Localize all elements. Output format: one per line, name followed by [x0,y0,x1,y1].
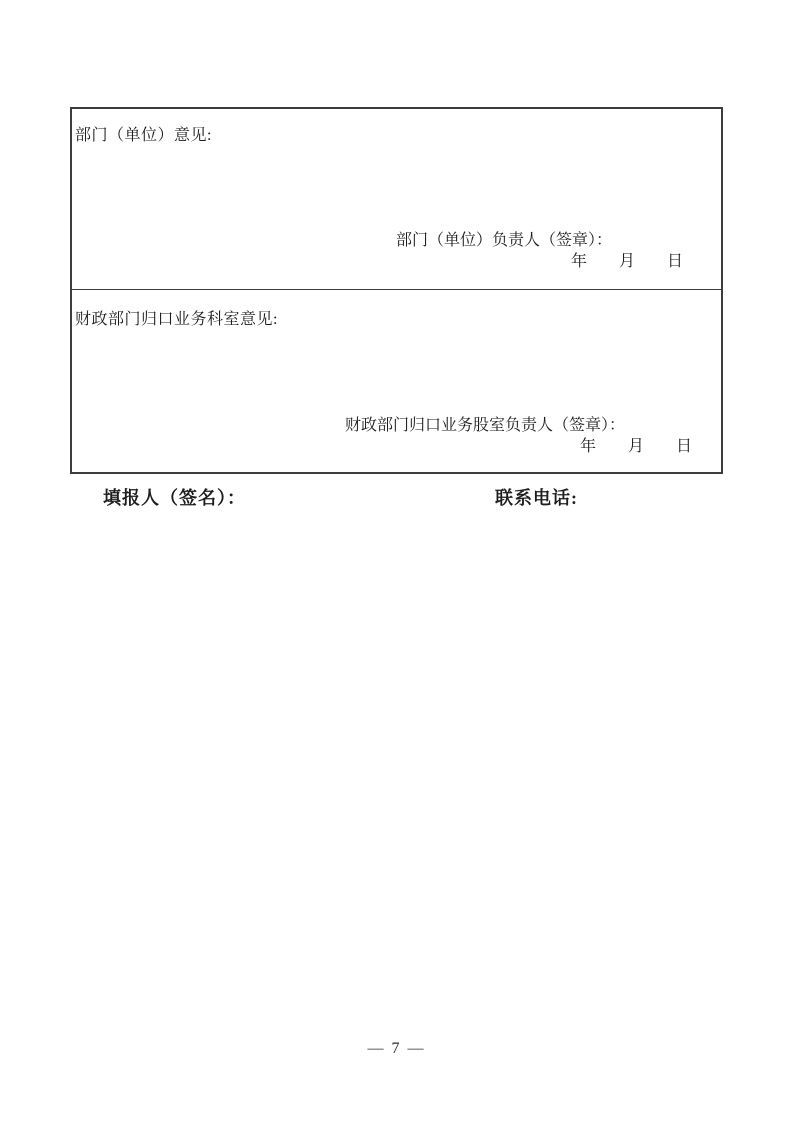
contact-phone-label: 联系电话: [495,488,578,508]
preparer-signature-label: 填报人（签名）： [103,488,246,508]
department-date-line: 年 月 日 [570,253,683,270]
section-finance-office-opinion [72,290,721,472]
opinion-table [70,107,723,474]
department-opinion-label: 部门（单位）意见: [75,127,212,144]
finance-office-signer-label: 财政部门归口业务股室负责人（签章）： [344,417,625,434]
department-signer-label: 部门（单位）负责人（签章）： [395,232,612,249]
form-footer [0,484,793,512]
section-department-opinion [72,109,721,290]
finance-office-signature-block [72,415,721,457]
finance-office-date-line: 年 月 日 [579,438,692,455]
page-number: — 7 — [367,1040,426,1057]
finance-office-opinion-label: 财政部门归口业务科室意见: [75,311,278,328]
department-signature-block [72,230,721,272]
